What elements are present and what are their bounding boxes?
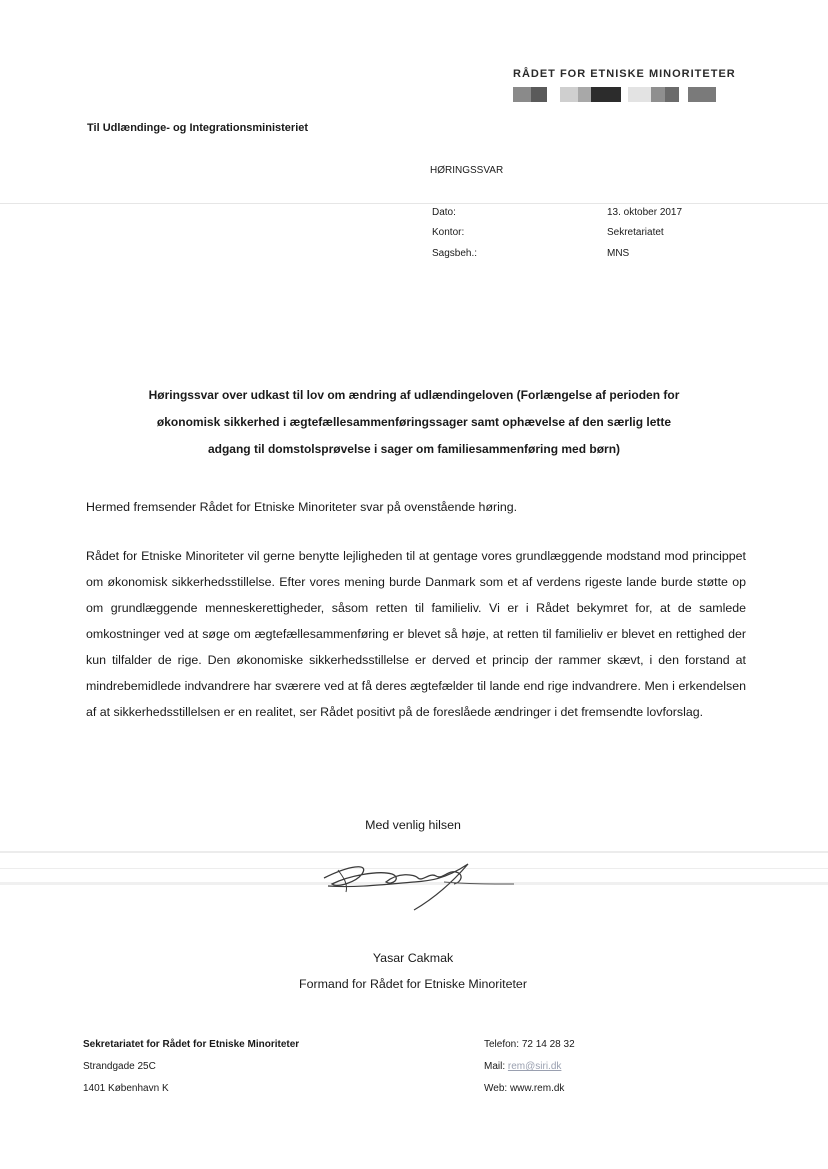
footer-contact bbox=[484, 1034, 575, 1100]
subject-line: Høringssvar over udkast til lov om ændring af udlændingeloven (Forlængelse af perioden for bbox=[148, 388, 680, 402]
signer-title: Formand for Rådet for Etniske Minoriteter bbox=[299, 977, 527, 991]
logo-bar-segment bbox=[591, 87, 621, 102]
footer-org: Sekretariatet for Rådet for Etniske Minoriteter bbox=[83, 1039, 300, 1050]
signer-name: Yasar Cakmak bbox=[372, 951, 454, 965]
logo-bar-segment bbox=[665, 87, 679, 102]
footer-address bbox=[83, 1034, 299, 1100]
meta-value-date: 13. oktober 2017 bbox=[607, 207, 683, 218]
meta-label-office: Kontor: bbox=[432, 227, 465, 238]
intro-paragraph: Hermed fremsender Rådet for Etniske Minoriteter svar på ovenstående høring. bbox=[86, 500, 518, 514]
signature-scribble bbox=[318, 852, 518, 914]
document-type: HØRINGSSVAR bbox=[430, 165, 504, 176]
footer-mail-row bbox=[484, 1056, 575, 1078]
footer-phone-row bbox=[484, 1034, 575, 1056]
footer-city: 1401 København K bbox=[83, 1083, 169, 1094]
mail-link[interactable]: rem@siri.dk bbox=[507, 1061, 562, 1072]
logo-bar-segment bbox=[688, 87, 716, 102]
logo-bar-segment bbox=[578, 87, 591, 102]
web-link[interactable]: www.rem.dk bbox=[509, 1083, 565, 1094]
logo-bar-segment bbox=[651, 87, 665, 102]
logo-bar-segment bbox=[621, 87, 628, 102]
footer-street: Strandgade 25C bbox=[83, 1061, 156, 1072]
org-logo-bar bbox=[513, 87, 730, 102]
org-logo-text: RÅDET FOR ETNISKE MINORITETER bbox=[513, 68, 736, 80]
subject-heading bbox=[87, 382, 741, 463]
phone-label: Telefon: bbox=[484, 1039, 520, 1050]
closing-greeting: Med venlig hilsen bbox=[365, 818, 461, 832]
meta-label-handler: Sagsbeh.: bbox=[432, 248, 478, 259]
phone-number: 72 14 28 32 bbox=[521, 1039, 575, 1050]
scan-artifact-line bbox=[0, 203, 828, 204]
logo-bar-segment bbox=[547, 87, 560, 102]
logo-bar-segment bbox=[560, 87, 578, 102]
meta-value-handler: MNS bbox=[607, 248, 630, 259]
logo-bar-segment bbox=[679, 87, 688, 102]
logo-bar-segment bbox=[531, 87, 547, 102]
web-label: Web: bbox=[484, 1083, 508, 1094]
subject-line: adgang til domstolsprøvelse i sager om familiesammenføring med børn) bbox=[207, 442, 621, 456]
mail-label: Mail: bbox=[484, 1061, 506, 1072]
body-paragraph: Rådet for Etniske Minoriteter vil gerne benytte lejligheden til at gentage vores grundlæggende modstand mod princippet om økonomisk sikkerhedsstillelse. Efter vores mening burde Danmark som et af verdens rigeste lande burde støtte op om grundlæggende menneskerettigheder, såsom retten til familieliv. Vi er i Rådet bekymret for, at de samlede omkostninger ved at søge om ægtefællesammenføring er blevet så høje, at retten til familieliv er blevet en rettighed der kun tilfalder de rige. Den økonomiske sikkerhedsstillelse er derved et princip der rammer skævt, i den forstand at mindrebemidlede indvandrere har sværere ved at få deres ægtefælder til lande end rige indvandrere. Men i erkendelsen af at sikkerhedsstillelsen er en realitet, ser Rådet positivt på de foreslåede ændringer i det fremsendte lovforslag. bbox=[86, 549, 746, 719]
meta-label-date: Dato: bbox=[432, 207, 456, 218]
footer-web-row bbox=[484, 1078, 575, 1100]
addressee: Til Udlændinge- og Integrationsministeriet bbox=[87, 122, 309, 134]
logo-bar-segment bbox=[628, 87, 651, 102]
meta-value-office: Sekretariatet bbox=[607, 227, 664, 238]
subject-line: økonomisk sikkerhed i ægtefællesammenføringssager samt ophævelse af den særlig lette bbox=[156, 415, 672, 429]
logo-bar-segment bbox=[513, 87, 531, 102]
